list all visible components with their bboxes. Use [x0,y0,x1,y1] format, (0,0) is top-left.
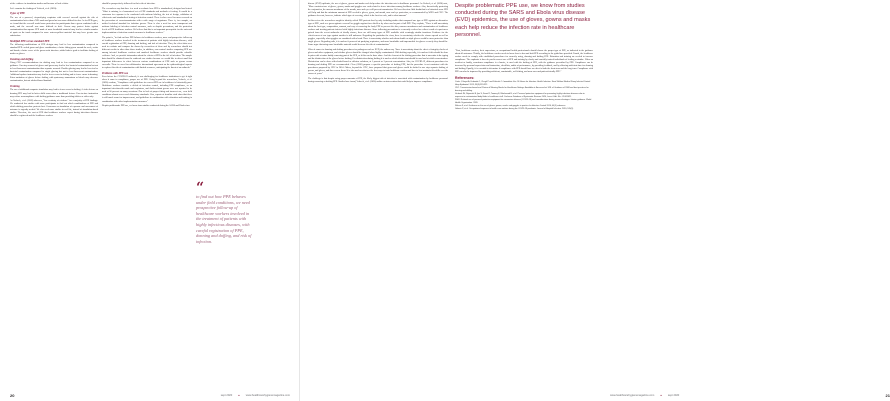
left-column-2 [102,3,192,383]
left-page [0,0,300,401]
reference-item: CDC. Transmission-based and Choice of Wearing Masks for Healthcare Settings. Available at: Accessed at: URL of Guidance of 2008 and best practices for donning and doffing. [455,87,589,92]
section-heading: Types of PPE [10,12,25,16]
body-paragraph: The following modifications of PPE designs may lead to less contamination compared to standard PPE: sealed gown and glove combination; a better fitting gown around the neck, wrists and hands; a better cover of the gown-wrist interface; added tabs to grab to facilitate doffing of masks or gloves. [10,43,98,56]
body-paragraph: As Verbeek, et al. (2020) observes, "low certainty of evidence" for a majority of PPE findings. We conducted low studies with more participants to find out which combinations of PPE and which doffing procedure protects best. Consensus on simulation of exposure and assessment of outcome is urgently needed. We also need more studies in real life, instead of simulation-based studies. Therefore, the cost of PPE that healthcare workers expect during infectious diseases should be registered and the healthcare workers [10,100,98,118]
footer-divider: ● [238,394,240,397]
body-paragraph: Even before the COVID-19 outbreak, it was challenging for healthcare institutions to get it right when it came to compliance, proper use of PPE. Going beyond the researchers, Verbeek, et al. (2020) confirm, "Compliance with guidelines for correct PPE use in healthcare is historically poor. Healthcare workers consider a deficit of infection control, including PPE compliance, as an important infection-risk mask and respirators, and fluid-resistant gowns were not reported to be used at 50 percent on many occasions. Due to lack of proper fitting and incorrect use, even field conditions almost never reach laboratory standards. Also, reports of frontline staff show that there is still much room for improvement, and guidelines in combination with education and training in combination with other implementation measures." [102,76,192,103]
body-paragraph: "First, healthcare workers, their supervisors, or occupational health professionals should choose the proper type of PPE, as indicated in the guidance about all outcomes. Thirdly, the healthcare worker needs to know how to don and doff PPE according to the guidelines provided. Fourth, the healthcare worker needs to comply with established procedures for correctly using, donning and doffing PPE. Education and training are needed to increase compliance. The emphasis is how do you/its correct use of PPE and training by slowly and carefully trained individuals of healing a mistake. When an accident or buddy, sometimes compliance is a barrier, is used with the doffing of PPE, with the guidance prescribed by PPE. Compliance can be increased by personal supervision and instruction, checklists, audits of performance, by providing feedback, and by allowing sufficient time for donning and doffing. Equally, it is essential to determine if compliance with PPE should have an effect in both the short term and the long term. Compliance with PPE can also be improved by providing sufficient, comfortable, well-fitting, and more user-and patient-friendly PPE." [455,50,593,74]
body-paragraph: The researchers say that there is a need re-evaluate how PPE is standardized, designed and tested: "What is missing is a harmonized set of PPE standards and methods of testing. It would be a consensus for exposure to be conducted with uniform labeling, the test of design, validation of efficiencies and standardized testing of infection control. There is also a need for more research on the prevention of cross-transmission with a wide range of organisms. There is, for example, no unified technical standard for isolation gowns. There is also a need for more transparent and uniform labeling of infection control measures, such as droplet precautions, and the protection levels of PPE healthcare workers. We believe that this is an important prerequisite for the universal implementation of infection control measures in healthcare workers." [102,7,192,35]
body-paragraph: The use of a powered, air-purifying respirator with covered coverall against the risk of contamination better than a N95 mask and gown but was more difficult to don. As for PPE types, we found that the coverall would more protection for participants than a gown combined with a mask, and the coverall was more difficult to doff. Gowns may protect better against contamination than aprons. PPE made of more breathable material may lead to a similar number of spots on the trunk compared to more water-repellent material but may have greater user satisfaction. [10,16,98,37]
body-paragraph: of the evidence in simulation studies and because of lack of data. [10,3,69,5]
issue-label: sept 2020 [220,394,233,397]
right-page [300,0,890,401]
reference-item: Nilsson F, et al. Guidance on the use of gloves, gowns, masks and goggles in practice for Infection Control 2016; 44(5) reference. [455,104,566,107]
body-paragraph: Despite problematic PPE use, we know from studies conducted during the SARS and Ebola virus [102,105,190,108]
body-paragraph: The challenge is that despite using proper amounts of PPE, the likely biggest risk of infection is associated with contamination by healthcare personnel during removing or doffing PPE. Studies have found, Verbeek, et al. (2020) outline an intervention that could help to improve compliance. [308,77,448,83]
left-footer [10,393,290,398]
right-footer [610,393,890,398]
site-label: www.healthcarehygienemagazine.com [610,394,655,397]
callout-box [455,3,593,39]
reference-item: Curtis J, Hayat A, Kubenda C, Chugh P and Zakinski O. Immediate Use Of Gloves for Infection. Health Infection. Sinai Welfare Medical Stony Infected Control Hosp Epidemiol. 2015; 36(3):319-322. [455,81,591,86]
right-column-1 [308,3,448,383]
references-heading: References: [455,75,475,80]
body-paragraph: The use of additional computer simulation may lead to fewer errors in doffing. A video lecture on donning PPE may lead to better skills scores than a traditional lecture. Face-to-face instruction may reduce noncompliance with doffing guidance more than providing folders or video only. [10,89,98,98]
page-number: 21 [885,393,890,398]
callout-text: Despite problematic PPE use, we know from studies conducted during the SARS and Ebola virus disease (EVD) epidemics, the use of gloves, gowns and masks each help reduce the infection rate in healthcare personnel. [455,3,591,38]
pull-quote-text: to find out how PPE behaves under field conditions, we need prospective follow-up of healthcare workers involved in the treatment of patients with highly infectious diseases, with careful registration of PPE, donning and doffing, and risk of infection. [196,194,252,244]
section-heading: Training [10,85,20,89]
body-paragraph: Using CDC recommendations for doffing may lead to less contamination compared to no guidance. One-step removal of gloves and gown may lead to less bacterial contamination but not to less fluorescent contamination than separate removal. Double-gloving may lead to less viral or bacterial contamination compared to single gloving but not to less fluorescent contamination. Additional spoken instruction may lead to fewer errors in doffing and to fewer errors in donning. Extra sanitation of gloves before doffing with quaternary ammonium or bleach may decrease contamination, but not alcohol-based handrub. [10,62,98,83]
section-heading: Modified PPE versus standard PPE [10,39,50,43]
page-number: 20 [10,393,15,398]
right-column-2 [455,50,593,385]
body-paragraph: disease (EVD) epidemic, the use of gloves, gowns and masks each help reduce the infection rate in healthcare personnel. As Verbeek, et al. (2020) note, "More consistent use of gloves, gowns, masks and goggles was each related to fewer infections among healthcare workers. Also, theoretically protecting the conjunctiva, the mucous membrane of the mouth, nose and eyes will prevent transmission. We have therefore little doubt that in a historical sense PPE will help and that the minimum amount of PPE needed is gloves, gown, and mouth, nose and eye protection, as recommended by WHO and CDC. The guidance does not, however, indicate which type of covering, which is the best for each, and in what amount." [308,3,448,18]
references-list [455,81,593,110]
issue-label: sept 2020 [667,394,680,397]
reference-item: Verbeek JH, Rajamaki B, Ijaz S, Sauni R, Toomey E, Blackwood B, et al. Personal protective equipment for preventing highly infectious diseases due to exposure to contaminated body fluids in healthcare staff. Cochrane Database of Systematic Reviews 2020, Issue 4. Art. No.: CD011621. [455,93,585,98]
body-paragraph: In this review the researchers sought to identify which PPE protects best by only including studies that compared one type of PPE against an alternative type of PPE, such as a gown against a coverall or goggles against face shield or by when used as part of full PPE. They explain, "There is still uncertainty about the best type, composition, amount, and way of removing the body PPE to prevent the skin, mucous membranes and contamination of healthcare workers and treating patients infected with highly infectious diseases. Since following precautions is a currently evolved as a direct result of experiences gained from the recent outbreaks of deadly viruses, there are still many types of PPE available with seemingly similar functions. Evidence for the effectiveness of one type against another is still unknown. Regarding the particular the virus, there is uncertainty whether the viruses spread as well as goggles, especially when goggles are combined with a hood. There is uncertainty whether and whom double or triple gloves would be more protective than single gloves. Regarding rails, it is unclear if powered air purifying respirators, and more breathable and impermeable for gloves or rarely they should be. Some argue that using more breathable material would decrease the risk of contamination." [308,19,448,47]
body-paragraph: When it comes to donning and doffing procedures for pathogens such as EVD, the authors say "there is uncertainty about the effect of integrity checks of gloves and other equipment, and whether gloves should be changed when highly contaminated. With doffing especially, it is unclear if this should be done in pairs with a trainer buddy removing part of the PPE, or if this can be done alone. And the element of the doffing procedure that is uncertain is the typing and the disinfection of the gloves before doffing. For disinfection during doffing it is unclear which disinfectant should be used and at which concentration. Disinfection can be done with alcohol-based or chlorine solutions, at 1 percent or 3 percent concentration. Also, for COVID-19, different procedures for donning and doffing PPE are recommended. Clear (2020) propose a specific procedure of doffing PPE, but the procedure is not consistent with the procedures proposed by CDC in 2014. Others, beyond the CDC, have proposed that gown and gloves could be doffed in one step separate doffing of gowns, and gloves, and then rewear them. It is also unclear what are the best ways to train healthcare workers and how to best maintain this skills over the course of years." [308,48,448,76]
reference-item: WHO. Rational use of personal protective equipment for coronavirus disease (COVID-19) and considerations during severe shortages. Interim guidance. World Health Organization. 2020. [455,99,592,104]
section-heading: Donning and doffing [10,57,34,61]
body-paragraph: should be prospectively followed for their risk of infection. [102,3,156,5]
left-column-1 [10,3,98,383]
body-paragraph: Let's examine the findings of Verbeek, et al. (2020): [10,7,57,10]
footer-divider: ● [660,394,662,397]
body-paragraph: The point is, "to find out how PPE behaves in healthcare workers, more and prospective follow-up of healthcare workers involved in the treatment of patients with highly infectious diseases, with careful registration of PPE, donning and doffing, and risk of infection. Then, the effect data were used to evaluate and compare the shown by researchers of these and by researchers should test different results in other than those studies, in addition, case-control studies comparing PPE use among infected healthcare workers and matched healthcare workers should provide valuable evidence. And, we provide information about the effects of PPE in the fiel of infection. The sample data should be obtained from the outbreak care studies because we would like to detect small but important differences in effect between various combinations of PPE such as gowns versus coveralls. There is a need for collaborative international agreement on the epidemiological aspects to explore this risk of contamination with limited resources, anticipating the threat of an outbreak." [102,36,192,70]
reference-item: Galanis P, et al. Occupational exposure to health care workers during the COVID-19 pandemic. Journal of Hospital Infection. 2020; 105(3). [455,108,574,111]
pull-quote [196,182,252,244]
quote-mark-icon: “ [196,180,205,196]
site-label: www.healthcarehygienemagazine.com [245,394,290,397]
section-heading: Problems with PPE use [102,71,129,75]
